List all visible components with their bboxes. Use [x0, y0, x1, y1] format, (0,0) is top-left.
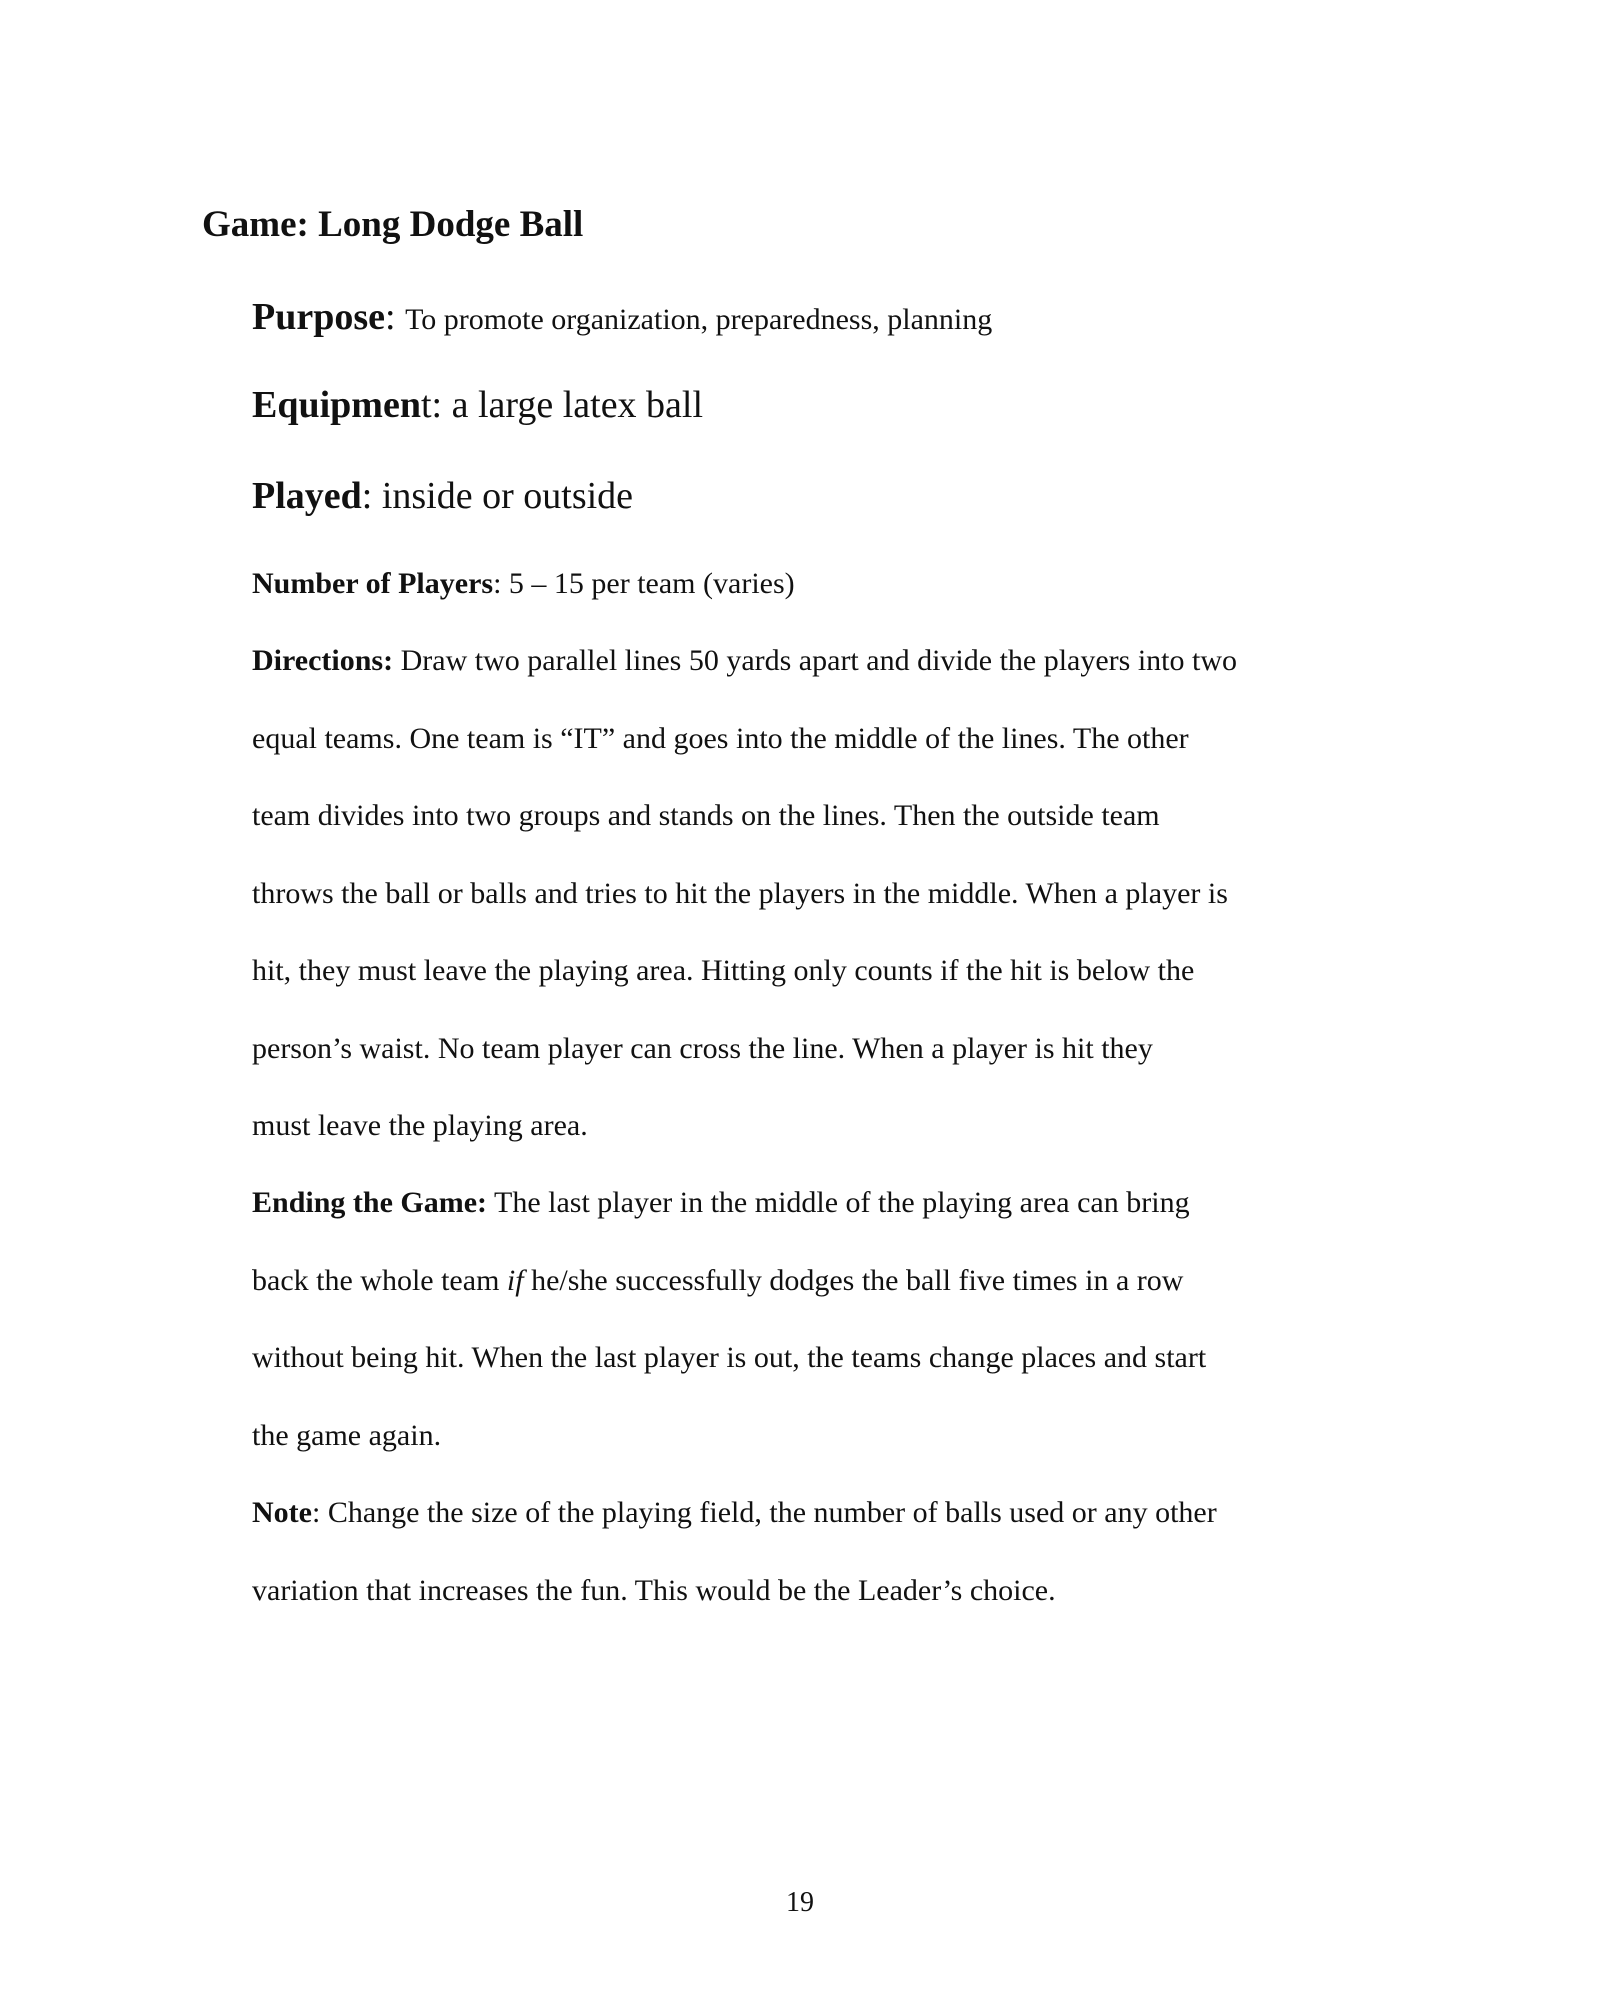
directions-line: must leave the playing area.	[252, 1109, 588, 1142]
ending-text: back the whole team	[252, 1263, 507, 1297]
purpose-value: To promote organization, preparedness, planning	[405, 303, 993, 336]
directions-line: throws the ball or balls and tries to hit the players in the middle. When a player is	[252, 876, 1228, 910]
game-title: Game: Long Dodge Ball	[202, 204, 584, 245]
ending-line	[252, 1164, 1372, 1242]
ending-label: Ending the Game:	[252, 1186, 488, 1219]
purpose-line	[252, 294, 992, 343]
note-line	[252, 1474, 1372, 1552]
directions-label: Directions:	[252, 644, 394, 677]
note-section	[252, 1474, 1372, 1629]
equipment-line	[252, 382, 703, 428]
ending-text: he/she successfully dodges the ball five times in a row	[523, 1263, 1184, 1297]
directions-line: person’s waist. No team player can cross the line. When a player is hit they	[252, 1031, 1153, 1065]
directions-line: equal teams. One team is “IT” and goes into the middle of the lines. The other	[252, 721, 1189, 755]
ending-line	[252, 1242, 1372, 1320]
ending-section	[252, 1164, 1372, 1474]
ending-line: the game again.	[252, 1418, 442, 1452]
equipment-value: t: a large latex ball	[420, 384, 704, 426]
players-value: : 5 – 15 per team (varies)	[493, 567, 795, 600]
players-label: Number of Players	[252, 567, 494, 600]
played-value: : inside or outside	[361, 475, 634, 517]
ending-text: The last player in the middle of the playing area can bring	[487, 1186, 1190, 1219]
equipment-label: Equipmen	[252, 384, 421, 426]
directions-line	[252, 622, 1372, 700]
played-label: Played	[252, 475, 362, 517]
note-line: variation that increases the fun. This would be the Leader’s choice.	[252, 1573, 1056, 1607]
purpose-separator: :	[385, 296, 406, 338]
directions-section	[252, 622, 1372, 1165]
played-line	[252, 473, 633, 519]
purpose-label: Purpose	[252, 296, 385, 338]
note-label: Note	[252, 1496, 312, 1529]
directions-line: team divides into two groups and stands on the lines. Then the outside team	[252, 799, 1160, 832]
ending-emphasis: if	[506, 1263, 524, 1297]
note-text: : Change the size of the playing field, the number of balls used or any other	[311, 1496, 1217, 1529]
ending-line: without being hit. When the last player is out, the teams change places and start	[252, 1341, 1207, 1374]
page-number: 19	[786, 1887, 814, 1918]
players-line	[252, 564, 795, 604]
directions-text: Draw two parallel lines 50 yards apart and divide the players into two	[393, 644, 1238, 677]
directions-line: hit, they must leave the playing area. Hitting only counts if the hit is below the	[252, 954, 1195, 987]
